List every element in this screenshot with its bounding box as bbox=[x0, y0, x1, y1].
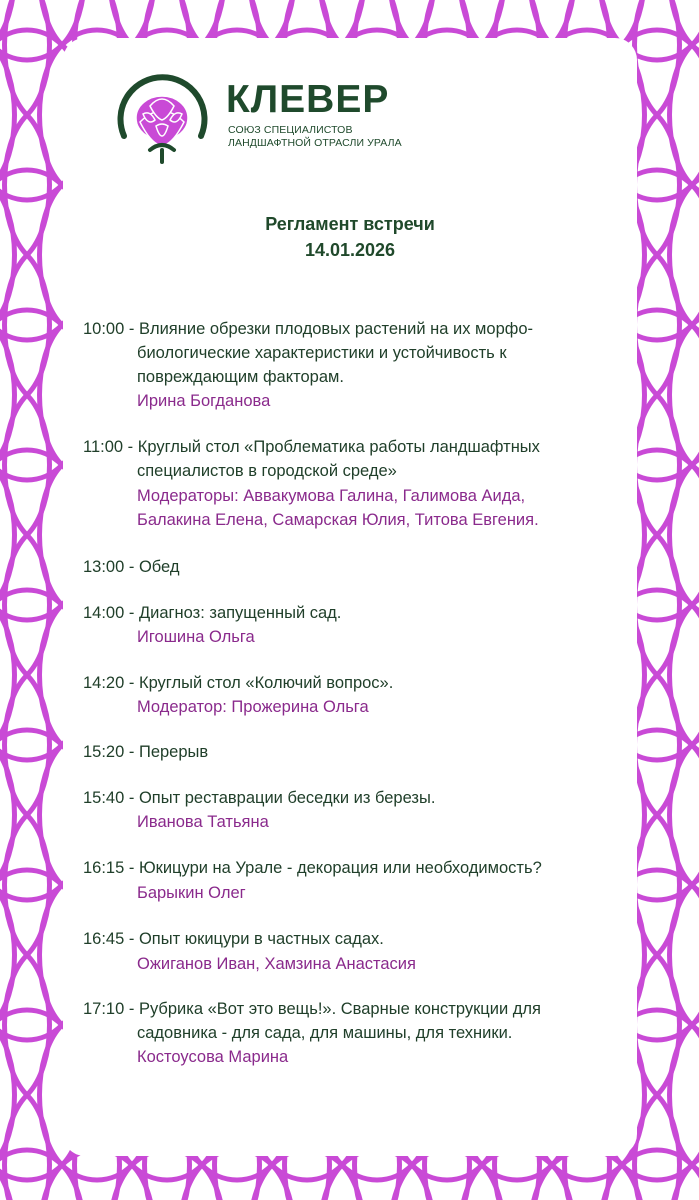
schedule-item-speaker: Ожиганов Иван, Хамзина Анастасия bbox=[137, 955, 416, 973]
schedule-item-speaker: Модераторы: Аввакумова Галина, Галимова Аида, bbox=[137, 487, 526, 505]
schedule-item-speaker: Балакина Елена, Самарская Юлия, Титова Евгения. bbox=[137, 511, 539, 529]
schedule-item-title: 13:00 - Обед bbox=[83, 558, 180, 576]
schedule-item-title: 10:00 - Влияние обрезки плодовых растений на их морфо- bbox=[83, 320, 534, 338]
schedule-item-title: садовника - для сада, для машины, для техники. bbox=[137, 1024, 513, 1042]
schedule-item-title: 16:45 - Опыт юкицури в частных садах. bbox=[83, 930, 384, 948]
content-card bbox=[63, 38, 637, 1156]
schedule-item-title: повреждающим факторам. bbox=[137, 368, 344, 386]
clover-flower-icon bbox=[110, 70, 215, 165]
schedule-item-speaker: Костоусова Марина bbox=[137, 1048, 289, 1066]
brand-name: КЛЕВЕР bbox=[226, 78, 390, 121]
schedule-item-title: 15:20 - Перерыв bbox=[83, 743, 209, 761]
schedule-item-title: 11:00 - Круглый стол «Проблематика работы ландшафтных bbox=[83, 438, 540, 456]
schedule-item-speaker: Игошина Ольга bbox=[137, 628, 255, 646]
schedule-item-title: 15:40 - Опыт реставрации беседки из березы. bbox=[83, 789, 436, 807]
schedule-item-title: 16:15 - Юкицури на Урале - декорация или необходимость? bbox=[83, 859, 542, 877]
schedule-item-speaker: Иванова Татьяна bbox=[137, 813, 269, 831]
schedule-item-title: специалистов в городской среде» bbox=[137, 462, 397, 480]
schedule-item-title: 14:00 - Диагноз: запущенный сад. bbox=[83, 604, 342, 622]
schedule-item-speaker: Барыкин Олег bbox=[137, 884, 246, 902]
brand-subtitle-line1: СОЮЗ СПЕЦИАЛИСТОВ bbox=[228, 124, 353, 136]
schedule-item-title: биологические характеристики и устойчивость к bbox=[137, 344, 507, 362]
schedule-item-speaker: Модератор: Прожерина Ольга bbox=[137, 698, 369, 716]
schedule-item-title: 17:10 - Рубрика «Вот это вещь!». Сварные конструкции для bbox=[83, 1000, 541, 1018]
brand-subtitle-line2: ЛАНДШАФТНОЙ ОТРАСЛИ УРАЛА bbox=[228, 137, 402, 149]
schedule-item-speaker: Ирина Богданова bbox=[137, 392, 271, 410]
page-title: Регламент встречи bbox=[265, 214, 435, 234]
meeting-date: 14.01.2026 bbox=[304, 240, 396, 260]
schedule-item-title: 14:20 - Круглый стол «Колючий вопрос». bbox=[83, 674, 394, 692]
